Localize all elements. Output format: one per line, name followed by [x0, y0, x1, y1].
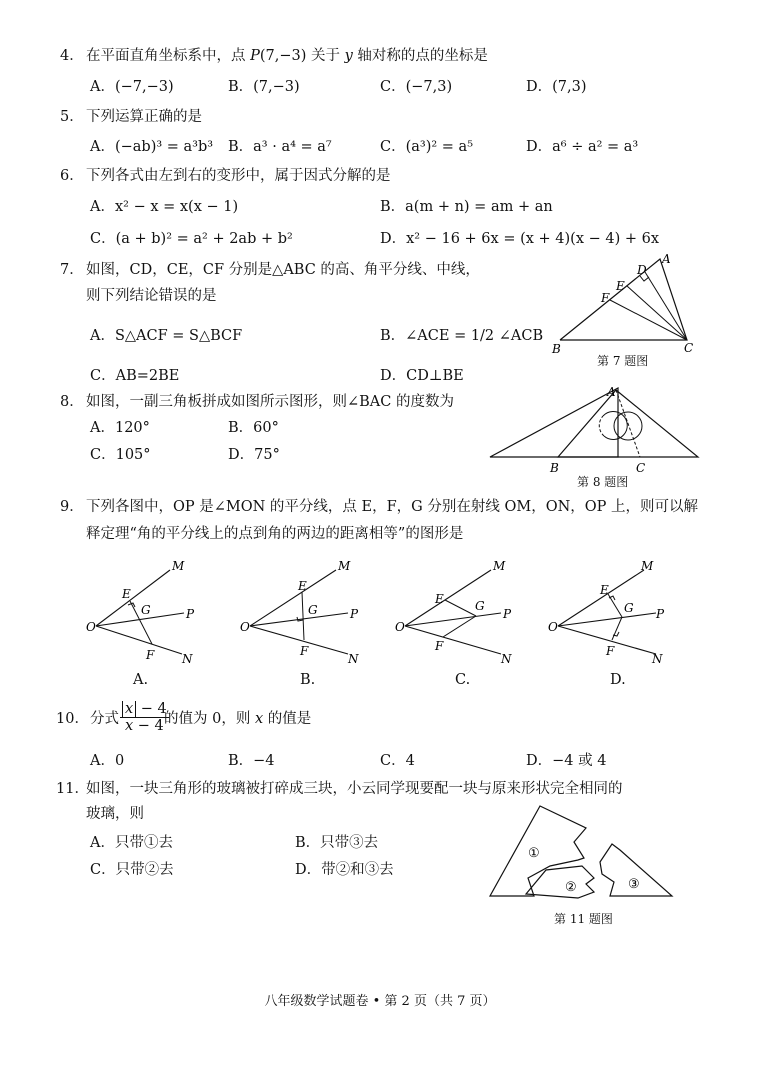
- q9d-label-m: M: [641, 559, 654, 573]
- q8-option-d: D．75°: [228, 447, 280, 463]
- q6-option-a: A．x² − x = x(x − 1): [90, 199, 239, 215]
- q9-option-a: A.: [133, 672, 149, 688]
- q8-caption: 第 8 题图: [577, 475, 629, 489]
- q9-option-b: B.: [300, 672, 316, 688]
- q7-label-f: F: [601, 291, 610, 305]
- q11-option-c: C．只带②去: [90, 862, 174, 878]
- q9c-label-m: M: [493, 559, 506, 573]
- q11-piece-1-label: ①: [528, 846, 540, 861]
- q5-option-d: D．a⁶ ÷ a² = a³: [526, 139, 639, 155]
- q4-stem: 在平面直角坐标系中，点 P(7,−3) 关于 y 轴对称的点的坐标是: [86, 48, 488, 64]
- q11-figure: [488, 800, 688, 910]
- q5-number: 5．: [60, 109, 84, 125]
- q9b-label-o: O: [240, 620, 250, 634]
- q9c-label-p: P: [503, 607, 512, 621]
- q9b-label-e: E: [298, 579, 307, 593]
- q9c-label-g: G: [475, 599, 485, 613]
- q9c-label-f: F: [435, 639, 444, 653]
- q9a-label-f: F: [146, 648, 155, 662]
- q6-stem: 下列各式由左到右的变形中，属于因式分解的是: [86, 168, 391, 184]
- q7-label-c: C: [684, 341, 694, 355]
- q6-option-c: C．(a + b)² = a² + 2ab + b²: [90, 231, 293, 247]
- q9-option-d: D.: [610, 672, 626, 688]
- q11-option-b: B．只带③去: [295, 835, 379, 851]
- q8-option-a: A．120°: [90, 420, 150, 436]
- q10-option-c: C．4: [380, 753, 415, 769]
- q6-number: 6．: [60, 168, 84, 184]
- q9c-label-o: O: [395, 620, 405, 634]
- q7-stem-line1: 如图，CD，CE，CF 分别是△ABC 的高、角平分线、中线，: [86, 262, 480, 278]
- q9-figure-a: [84, 558, 194, 668]
- q11-stem-line2: 玻璃，则: [86, 806, 144, 822]
- q9d-label-e: E: [600, 583, 609, 597]
- q10-option-b: B．−4: [228, 753, 275, 769]
- q9-figure-b: [238, 558, 359, 668]
- q4-option-d: D．(7,3): [526, 79, 587, 95]
- q8-number: 8．: [60, 394, 84, 410]
- q11-option-a: A．只带①去: [90, 835, 173, 851]
- q7-label-d: D: [637, 263, 647, 277]
- q11-piece-2-label: ②: [565, 880, 577, 895]
- q8-figure: [488, 386, 702, 476]
- q5-option-a: A．(−ab)³ = a³b³: [90, 139, 214, 155]
- q10-numerator-rest: − 4: [140, 701, 167, 717]
- q9d-label-f: F: [606, 644, 615, 658]
- q8-label-c: C: [636, 461, 646, 475]
- q9-figure-d: [546, 558, 665, 668]
- q7-option-b: B．∠ACE = 1/2 ∠ACB: [380, 328, 544, 344]
- q8-stem: 如图，一副三角板拼成如图所示图形，则∠BAC 的度数为: [86, 394, 454, 410]
- q7-number: 7．: [60, 262, 84, 278]
- q9-stem-line2: 释定理“角的平分线上的点到角的两边的距离相等”的图形是: [86, 526, 464, 542]
- q5-option-b: B．a³ · a⁴ = a⁷: [228, 139, 332, 155]
- q9c-label-n: N: [501, 652, 512, 666]
- q10-option-a: A．0: [90, 753, 125, 769]
- q7-option-a: A．S△ACF = S△BCF: [90, 328, 243, 344]
- q10-fraction: [120, 701, 169, 734]
- q9b-label-f: F: [300, 644, 309, 658]
- q9d-label-o: O: [548, 620, 558, 634]
- q9d-label-n: N: [652, 652, 663, 666]
- q9d-label-p: P: [656, 607, 665, 621]
- q8-option-b: B．60°: [228, 420, 279, 436]
- q7-caption: 第 7 题图: [597, 354, 649, 368]
- q10-suffix: 的值为 0，则 x 的值是: [164, 711, 312, 727]
- q10-denominator: x − 4: [125, 718, 164, 734]
- q9-option-c: C.: [455, 672, 471, 688]
- q11-option-d: D．带②和③去: [295, 862, 394, 878]
- q10-number: 10．: [56, 711, 89, 727]
- q7-stem-line2: 则下列结论错误的是: [86, 288, 217, 304]
- q4-option-a: A．(−7,−3): [90, 79, 174, 95]
- q9b-label-m: M: [338, 559, 351, 573]
- q6-option-b: B．a(m + n) = am + an: [380, 199, 553, 215]
- q11-piece-3-label: ③: [628, 877, 640, 892]
- q8-option-c: C．105°: [90, 447, 151, 463]
- q10-prefix: 分式: [90, 711, 119, 727]
- q11-caption: 第 11 题图: [554, 912, 613, 926]
- q9b-label-p: P: [350, 607, 359, 621]
- q10-option-d: D．−4 或 4: [526, 753, 607, 769]
- q11-number: 11．: [56, 781, 89, 797]
- q8-label-b: B: [550, 461, 559, 475]
- q7-option-d: D．CD⊥BE: [380, 368, 464, 384]
- q9-stem-line1: 下列各图中，OP 是∠MON 的平分线，点 E，F，G 分别在射线 OM，ON，OP 上，则可以解: [86, 499, 699, 515]
- q7-option-c: C．AB=2BE: [90, 368, 180, 384]
- page-footer: 八年级数学试题卷 • 第 2 页（共 7 页）: [264, 994, 496, 1009]
- q9a-label-m: M: [172, 559, 185, 573]
- q9c-label-e: E: [435, 592, 444, 606]
- q4-number: 4．: [60, 48, 84, 64]
- q9a-label-p: P: [186, 607, 195, 621]
- q7-label-e: E: [616, 279, 625, 293]
- q9-figure-c: [393, 558, 512, 668]
- q6-option-d: D．x² − 16 + 6x = (x + 4)(x − 4) + 6x: [380, 231, 660, 247]
- q9-number: 9．: [60, 499, 84, 515]
- q9a-label-e: E: [122, 587, 131, 601]
- q8-label-a: A: [607, 385, 616, 399]
- q7-label-b: B: [552, 342, 561, 356]
- q7-label-a: A: [662, 252, 671, 266]
- q9b-label-n: N: [348, 652, 359, 666]
- q9a-label-o: O: [86, 620, 96, 634]
- q4-option-b: B．(7,−3): [228, 79, 300, 95]
- q10-numerator-abs: x: [122, 701, 136, 717]
- q5-stem: 下列运算正确的是: [86, 109, 202, 125]
- q11-stem-line1: 如图，一块三角形的玻璃被打碎成三块，小云同学现要配一块与原来形状完全相同的: [86, 781, 623, 797]
- q9a-label-g: G: [141, 603, 151, 617]
- q9a-label-n: N: [182, 652, 193, 666]
- q5-option-c: C．(a³)² = a⁵: [380, 139, 474, 155]
- q9d-label-g: G: [624, 601, 634, 615]
- q4-option-c: C．(−7,3): [380, 79, 453, 95]
- q9b-label-g: G: [308, 603, 318, 617]
- q7-figure: [550, 252, 700, 365]
